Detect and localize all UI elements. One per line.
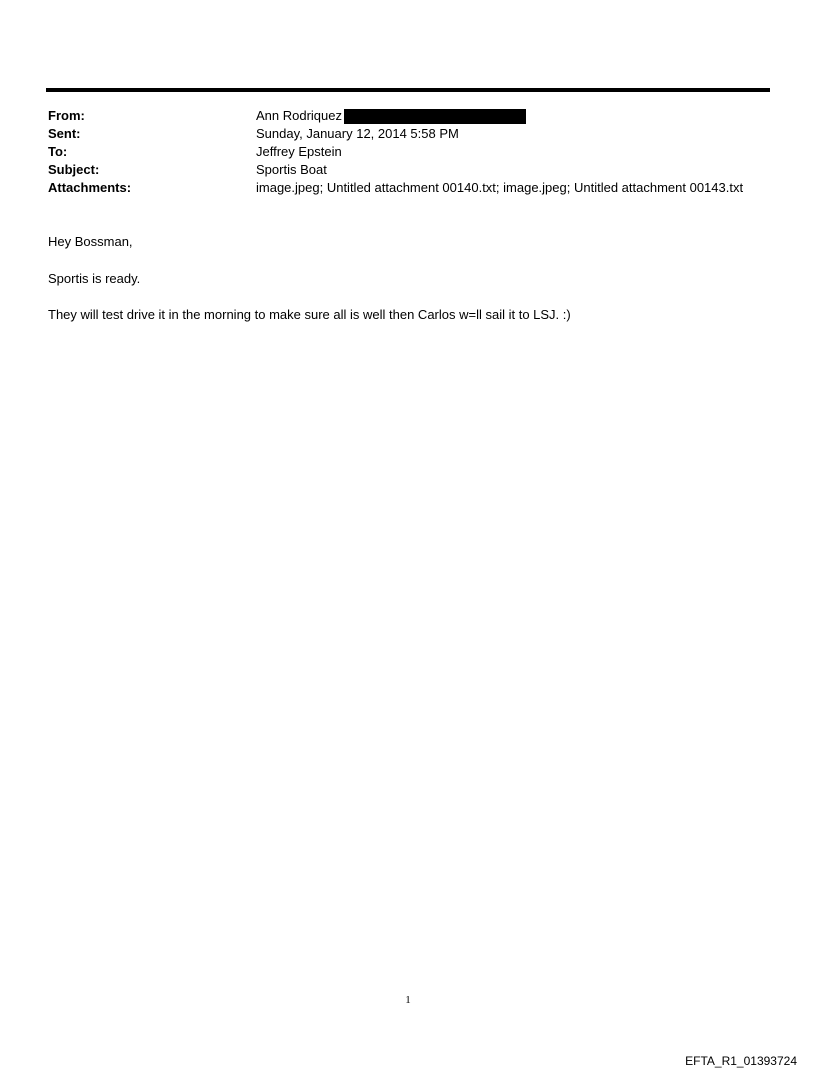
attachments-label: Attachments: bbox=[48, 180, 132, 195]
sent-row bbox=[48, 125, 788, 143]
sent-label: Sent: bbox=[48, 126, 81, 141]
to-row bbox=[48, 143, 788, 161]
subject-row bbox=[48, 161, 788, 179]
from-value bbox=[256, 107, 526, 125]
bates-number: EFTA_R1_01393724 bbox=[685, 1054, 797, 1068]
to-label: To: bbox=[48, 144, 68, 159]
attachments-value: image.jpeg; Untitled attachment 00140.txt; image.jpeg; Untitled attachment 00143.txt bbox=[256, 180, 744, 195]
body-line-2: They will test drive it in the morning to make sure all is well then Carlos w=ll sail it to LSJ. :) bbox=[48, 307, 571, 322]
attachments-row bbox=[48, 179, 788, 197]
sender-name: Ann Rodriquez bbox=[256, 108, 342, 123]
from-row bbox=[48, 107, 788, 125]
email-header bbox=[48, 107, 788, 197]
subject-value: Sportis Boat bbox=[256, 162, 327, 177]
body-line-1: Sportis is ready. bbox=[48, 271, 141, 286]
subject-label: Subject: bbox=[48, 162, 100, 177]
redaction-bar bbox=[344, 109, 526, 124]
header-divider bbox=[46, 88, 770, 92]
sent-value: Sunday, January 12, 2014 5:58 PM bbox=[256, 126, 459, 141]
to-value: Jeffrey Epstein bbox=[256, 144, 342, 159]
greeting: Hey Bossman, bbox=[48, 234, 133, 249]
page-number: 1 bbox=[405, 994, 411, 1006]
from-label: From: bbox=[48, 108, 85, 123]
